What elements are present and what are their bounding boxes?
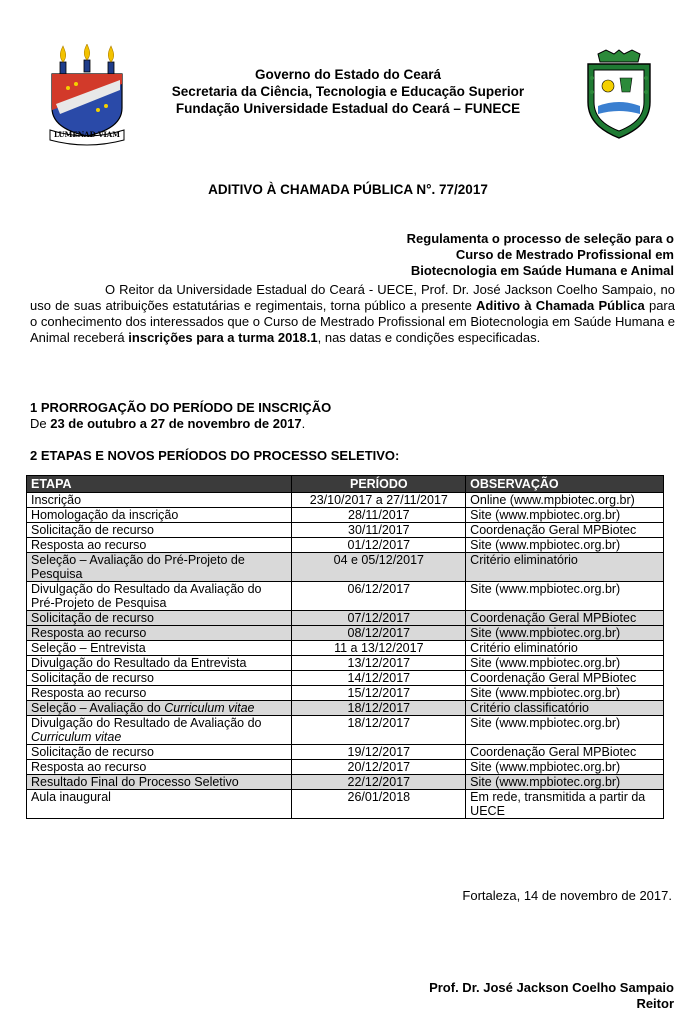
column-header-etapa: ETAPA xyxy=(27,476,292,493)
section-1-suffix: . xyxy=(301,416,306,431)
header-secretariat: Secretaria da Ciência, Tecnologia e Educação Superior xyxy=(171,84,525,99)
cell-etapa: Resposta ao recurso xyxy=(27,760,292,775)
cell-observacao: Site (www.mpbiotec.org.br) xyxy=(466,760,664,775)
cell-observacao: Site (www.mpbiotec.org.br) xyxy=(466,716,664,745)
signature-role: Reitor xyxy=(636,996,674,1011)
cell-etapa: Resposta ao recurso xyxy=(27,686,292,701)
section-2-heading: 2 ETAPAS E NOVOS PERÍODOS DO PROCESSO SELETIVO: xyxy=(30,448,400,463)
document-title: ADITIVO À CHAMADA PÚBLICA N°. 77/2017 xyxy=(208,182,488,197)
cell-etapa: Aula inaugural xyxy=(27,790,292,819)
section-1-prefix: De xyxy=(30,416,51,431)
cell-periodo: 14/12/2017 xyxy=(292,671,466,686)
cell-observacao: Coordenação Geral MPBiotec xyxy=(466,611,664,626)
cell-etapa: Seleção – Avaliação do Pré-Projeto de Pesquisa xyxy=(27,553,292,582)
regulation-line-3: Biotecnologia em Saúde Humana e Animal xyxy=(410,263,674,278)
table-row xyxy=(27,745,664,760)
cell-observacao: Site (www.mpbiotec.org.br) xyxy=(466,686,664,701)
regulation-line-2: Curso de Mestrado Profissional em xyxy=(455,247,674,262)
cell-periodo: 19/12/2017 xyxy=(292,745,466,760)
cell-etapa-text: Divulgação do Resultado de Avaliação do xyxy=(31,716,262,730)
cell-periodo: 13/12/2017 xyxy=(292,656,466,671)
table-row xyxy=(27,686,664,701)
header-government: Governo do Estado do Ceará xyxy=(254,67,442,82)
table-header-row xyxy=(27,476,664,493)
table-row xyxy=(27,553,664,582)
cell-observacao: Critério eliminatório xyxy=(466,641,664,656)
cell-observacao: Coordenação Geral MPBiotec xyxy=(466,523,664,538)
cell-observacao: Site (www.mpbiotec.org.br) xyxy=(466,775,664,790)
cell-observacao: Site (www.mpbiotec.org.br) xyxy=(466,538,664,553)
cell-observacao: Coordenação Geral MPBiotec xyxy=(466,745,664,760)
table-row xyxy=(27,538,664,553)
cell-etapa xyxy=(27,701,292,716)
cell-etapa: Resposta ao recurso xyxy=(27,626,292,641)
cell-periodo: 30/11/2017 xyxy=(292,523,466,538)
cell-periodo: 22/12/2017 xyxy=(292,775,466,790)
cell-etapa: Resultado Final do Processo Seletivo xyxy=(27,775,292,790)
cell-periodo: 18/12/2017 xyxy=(292,716,466,745)
cell-etapa: Solicitação de recurso xyxy=(27,745,292,760)
section-1-body xyxy=(30,416,305,432)
cell-observacao: Critério eliminatório xyxy=(466,553,664,582)
logo-motto: LUMENAD VIAM xyxy=(54,130,120,139)
table-row xyxy=(27,641,664,656)
table-row xyxy=(27,775,664,790)
cell-periodo: 07/12/2017 xyxy=(292,611,466,626)
cell-observacao: Online (www.mpbiotec.org.br) xyxy=(466,493,664,508)
cell-etapa: Seleção – Entrevista xyxy=(27,641,292,656)
cell-etapa: Divulgação do Resultado da Avaliação do Pré-Projeto de Pesquisa xyxy=(27,582,292,611)
cell-periodo: 20/12/2017 xyxy=(292,760,466,775)
cell-periodo: 06/12/2017 xyxy=(292,582,466,611)
table-row xyxy=(27,508,664,523)
table-row xyxy=(27,671,664,686)
cell-periodo: 15/12/2017 xyxy=(292,686,466,701)
cell-observacao: Site (www.mpbiotec.org.br) xyxy=(466,582,664,611)
cell-periodo: 04 e 05/12/2017 xyxy=(292,553,466,582)
table-row xyxy=(27,701,664,716)
intro-bold-2: inscrições para a turma 2018.1 xyxy=(128,330,318,345)
section-1-heading: 1 PRORROGAÇÃO DO PERÍODO DE INSCRIÇÃO xyxy=(30,400,332,415)
cell-observacao: Site (www.mpbiotec.org.br) xyxy=(466,626,664,641)
cell-periodo: 28/11/2017 xyxy=(292,508,466,523)
column-header-periodo: PERÍODO xyxy=(292,476,466,493)
table-row xyxy=(27,656,664,671)
cell-etapa xyxy=(27,716,292,745)
table-row xyxy=(27,493,664,508)
cell-periodo: 26/01/2018 xyxy=(292,790,466,819)
cell-etapa-italic: Curriculum vitae xyxy=(31,730,122,744)
cell-etapa: Solicitação de recurso xyxy=(27,523,292,538)
intro-text-2: para o conhecimento dos interessados que o Curso de Mestrado Profissional em Biotecnologia em Saúde Humana e Animal receberá xyxy=(30,298,675,345)
regulation-line-1: Regulamenta o processo de seleção para o xyxy=(406,231,674,246)
intro-text-1: O Reitor da Universidade Estadual do Ceará - UECE, Prof. Dr. José Jackson Coelho Sampaio, no uso de suas atribuições estatutárias e regimentais, torna público a presente xyxy=(30,282,675,313)
cell-periodo: 08/12/2017 xyxy=(292,626,466,641)
table-row xyxy=(27,626,664,641)
cell-etapa: Inscrição xyxy=(27,493,292,508)
cell-observacao: Em rede, transmitida a partir da UECE xyxy=(466,790,664,819)
cell-etapa: Resposta ao recurso xyxy=(27,538,292,553)
cell-etapa: Divulgação do Resultado da Entrevista xyxy=(27,656,292,671)
intro-bold-1: Aditivo à Chamada Pública xyxy=(476,298,645,313)
cell-observacao: Site (www.mpbiotec.org.br) xyxy=(466,656,664,671)
cell-periodo: 11 a 13/12/2017 xyxy=(292,641,466,656)
cell-observacao: Site (www.mpbiotec.org.br) xyxy=(466,508,664,523)
place-date: Fortaleza, 14 de novembro de 2017. xyxy=(462,888,672,903)
cell-periodo: 18/12/2017 xyxy=(292,701,466,716)
cell-periodo: 23/10/2017 a 27/11/2017 xyxy=(292,493,466,508)
header-foundation: Fundação Universidade Estadual do Ceará – FUNECE xyxy=(175,101,521,116)
cell-etapa: Solicitação de recurso xyxy=(27,611,292,626)
table-row xyxy=(27,523,664,538)
cell-etapa: Solicitação de recurso xyxy=(27,671,292,686)
intro-paragraph xyxy=(30,282,675,346)
table-row xyxy=(27,582,664,611)
cell-etapa: Homologação da inscrição xyxy=(27,508,292,523)
cell-observacao: Coordenação Geral MPBiotec xyxy=(466,671,664,686)
cell-etapa-text: Seleção – Avaliação do xyxy=(31,701,165,715)
cell-etapa-italic: Curriculum vitae xyxy=(164,701,255,715)
table-row xyxy=(27,790,664,819)
table-row xyxy=(27,760,664,775)
signature-name: Prof. Dr. José Jackson Coelho Sampaio xyxy=(429,980,674,995)
table-row xyxy=(27,716,664,745)
column-header-observacao: OBSERVAÇÃO xyxy=(466,476,664,493)
schedule-table xyxy=(26,475,664,819)
intro-text-3: , nas datas e condições especificadas. xyxy=(317,330,541,345)
cell-periodo: 01/12/2017 xyxy=(292,538,466,553)
cell-observacao: Critério classificatório xyxy=(466,701,664,716)
table-row xyxy=(27,611,664,626)
section-1-dates: 23 de outubro a 27 de novembro de 2017 xyxy=(50,416,302,431)
